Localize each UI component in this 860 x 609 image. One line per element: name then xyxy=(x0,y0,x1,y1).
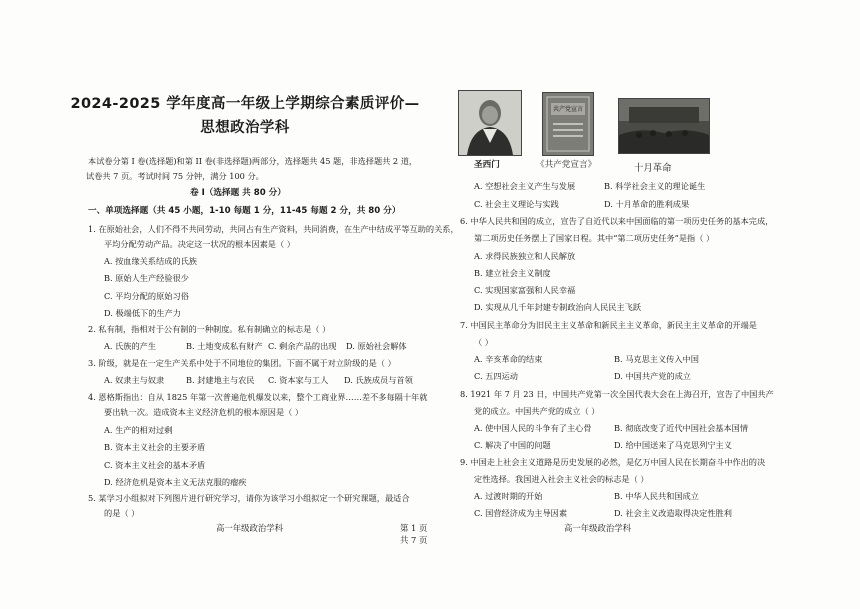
q4-option-d: D. 经济危机是资本主义无法克服的瘤疾 xyxy=(104,477,247,487)
q2-option-b: B. 土地变成私有财产 xyxy=(186,341,263,351)
q7-stem-line1: 7. 中国民主革命分为旧民主主义革命和新民主主义革命，新民主主义革命的开端是 xyxy=(460,320,757,330)
q4-stem-line2: 要出轨一次。造成资本主义经济危机的根本原因是（ ） xyxy=(104,407,304,417)
book-cover-title: 共产党宣言 xyxy=(552,106,583,113)
footer-left: 高一年级政治学科 xyxy=(216,523,283,533)
q2-stem: 2. 私有制，指相对于公有制的一种制度。私有制确立的标志是（ ） xyxy=(88,324,331,334)
footer-right: 高一年级政治学科 xyxy=(564,523,631,533)
q9-option-a: A. 过渡时期的开始 xyxy=(474,491,543,501)
q3-option-a: A. 奴隶主与奴隶 xyxy=(104,375,165,385)
q6-option-c: C. 实现国家富强和人民幸福 xyxy=(474,285,576,295)
q1-stem-line2: 平均分配劳动产品。决定这一状况的根本因素是（ ） xyxy=(104,239,295,249)
q8-option-b: B. 彻底改变了近代中国社会基本国情 xyxy=(614,423,749,433)
book-caption: 《共产党宣言》 xyxy=(536,160,597,170)
q4-stem-line1: 4. 恩格斯指出：自从 1825 年第一次普遍危机爆发以来，整个工商业界……差不多每隔十年就 xyxy=(88,392,428,402)
instructions-line1: 本试卷分第 I 卷(选择题)和第 II 卷(非选择题)两部分，选择题共 45 题，非选择题共 2 道， xyxy=(88,156,418,166)
q9-stem-line2: 定性选择。我国进入社会主义社会的标志是（ ） xyxy=(474,474,649,484)
q1-option-d: D. 极端低下的生产力 xyxy=(104,308,181,318)
revolution-caption: 十月革命 xyxy=(634,163,672,174)
q7-option-d: D. 中国共产党的成立 xyxy=(614,371,691,381)
q4-option-a: A. 生产的相对过剩 xyxy=(104,425,173,435)
q1-option-c: C. 平均分配的原始习俗 xyxy=(104,291,189,301)
q5-option-a: A. 空想社会主义产生与发展 xyxy=(474,181,576,191)
q8-stem-line2: 党的成立。中国共产党的成立（ ） xyxy=(474,406,600,416)
q3-option-d: D. 氏族成员与首领 xyxy=(344,375,413,385)
q6-option-a: A. 求得民族独立和人民解放 xyxy=(474,251,576,261)
q8-option-c: C. 解决了中国的问题 xyxy=(474,440,551,450)
q1-option-a: A. 按血缘关系结成的氏族 xyxy=(104,256,197,266)
q6-stem-line1: 6. 中华人民共和国的成立，宣告了自近代以来中国面临的第一项历史任务的基本完成， xyxy=(460,216,774,226)
q8-option-a: A. 使中国人民的斗争有了主心骨 xyxy=(474,423,592,433)
revolution-image xyxy=(618,98,710,154)
book-cover-image xyxy=(542,92,594,156)
q6-option-b: B. 建立社会主义制度 xyxy=(474,268,551,278)
q2-option-a: A. 氏族的产生 xyxy=(104,341,157,351)
right-column xyxy=(430,0,860,609)
q1-option-b: B. 原始人生产经验很少 xyxy=(104,273,189,283)
instructions-line2: 试卷共 7 页。考试时间 75 分钟，满分 100 分。 xyxy=(86,171,264,181)
q8-stem-line1: 8. 1921 年 7 月 23 日，中国共产党第一次全国代表大会在上海召开，宣告了中国共产 xyxy=(460,389,774,399)
q9-option-b: B. 中华人民共和国成立 xyxy=(614,491,699,501)
q7-option-a: A. 辛亥革命的结束 xyxy=(474,354,543,364)
portrait-caption: 圣西门 xyxy=(474,160,500,170)
q9-option-c: C. 国营经济成为主导因素 xyxy=(474,508,568,518)
page-number: 第 1 页 共 7 页 xyxy=(400,523,428,545)
q7-option-c: C. 五四运动 xyxy=(474,371,518,381)
q5-stem-line2: 的是（ ） xyxy=(104,508,140,518)
portrait-image xyxy=(458,90,522,156)
part1-header: 卷 I（选择题 共 80 分） xyxy=(190,188,286,198)
q3-option-b: B. 封建地主与农民 xyxy=(186,375,255,385)
section1-header: 一、单项选择题（共 45 小题，1-10 每题 1 分，11-45 每题 2 分，共 80 分） xyxy=(88,206,401,216)
q7-option-b: B. 马克思主义传入中国 xyxy=(614,354,699,364)
q5-stem-line1: 5. 某学习小组拟对下列图片进行研究学习，请你为该学习小组拟定一个研究课题，最适合 xyxy=(88,493,410,503)
q6-stem-line2: 第二项历史任务摆上了国家日程。其中“第二项历史任务”是指（ ） xyxy=(474,233,715,243)
q4-option-b: B. 资本主义社会的主要矛盾 xyxy=(104,442,206,452)
q2-option-d: D. 原始社会解体 xyxy=(346,341,407,351)
q5-option-d: D. 十月革命的胜利成果 xyxy=(604,199,690,209)
q3-option-c: C. 资本家与工人 xyxy=(268,375,329,385)
q3-stem: 3. 阶级，就是在一定生产关系中处于不同地位的集团。下面不属于对立阶级的是（ ） xyxy=(88,358,396,368)
exam-title-line2: 思想政治学科 xyxy=(200,120,290,136)
q7-stem-line2: （ ） xyxy=(474,337,493,347)
q4-option-c: C. 资本主义社会的基本矛盾 xyxy=(104,460,206,470)
q1-stem-line1: 1. 在原始社会，人们不得不共同劳动，共同占有生产资料，共同消费，在生产中结成平等互助的关系， xyxy=(88,224,459,234)
q5-option-b: B. 科学社会主义的理论诞生 xyxy=(604,181,706,191)
exam-title-line1: 2024-2025 学年度高一年级上学期综合素质评价— xyxy=(70,96,420,112)
q6-option-d: D. 实现从几千年封建专制政治向人民民主飞跃 xyxy=(474,302,642,312)
q2-option-c: C. 剩余产品的出现 xyxy=(268,341,337,351)
q9-stem-line1: 9. 中国走上社会主义道路是历史发展的必然，是亿万中国人民在长期奋斗中作出的决 xyxy=(460,457,766,467)
q5-option-c: C. 社会主义理论与实践 xyxy=(474,199,559,209)
q8-option-d: D. 给中国送来了马克思列宁主义 xyxy=(614,440,732,450)
q9-option-d: D. 社会主义改造取得决定性胜利 xyxy=(614,508,732,518)
